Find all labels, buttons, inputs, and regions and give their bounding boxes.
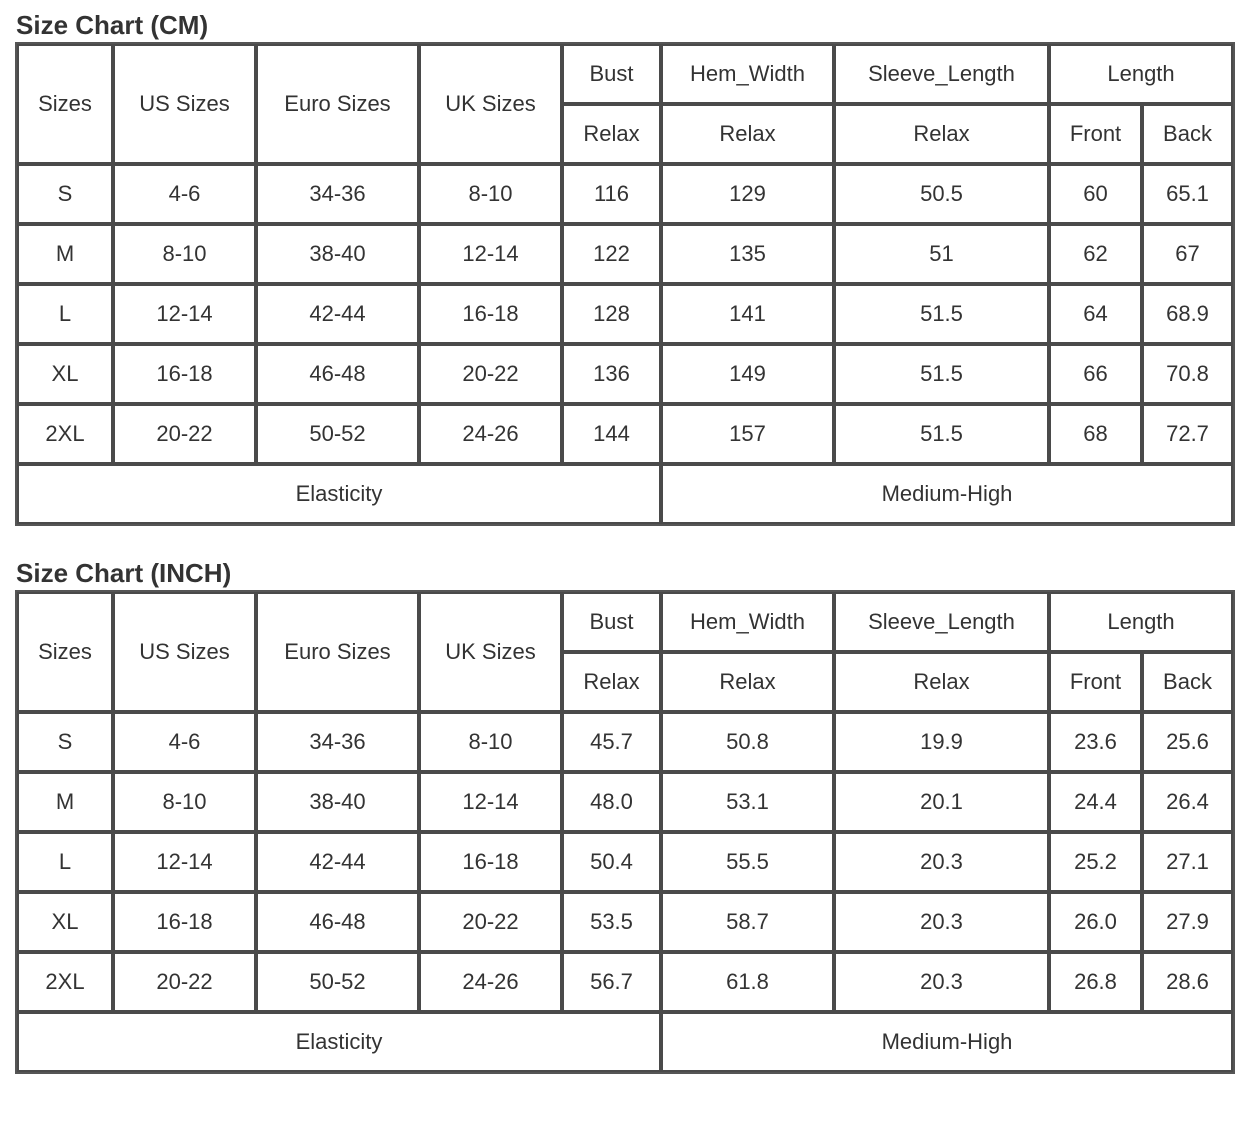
cell-length-front: 26.0 — [1049, 892, 1142, 952]
cell-sleeve-length: 50.5 — [834, 164, 1049, 224]
cell-length-front: 66 — [1049, 344, 1142, 404]
cell-length-front: 60 — [1049, 164, 1142, 224]
elasticity-label: Elasticity — [17, 464, 661, 524]
chart-title: Size Chart (INCH) — [16, 558, 232, 588]
cell-bust: 116 — [562, 164, 661, 224]
header-sizes: Sizes — [17, 592, 113, 712]
cell-length-back: 68.9 — [1142, 284, 1233, 344]
cell-length-back: 25.6 — [1142, 712, 1233, 772]
header-sizes: Sizes — [17, 44, 113, 164]
header-sleeve-length: Sleeve_Length — [834, 44, 1049, 104]
cell-size: S — [17, 712, 113, 772]
cell-length-front: 25.2 — [1049, 832, 1142, 892]
cell-euro-size: 50-52 — [256, 952, 419, 1012]
cell-bust: 50.4 — [562, 832, 661, 892]
cell-euro-size: 38-40 — [256, 224, 419, 284]
cell-length-back: 65.1 — [1142, 164, 1233, 224]
cell-sleeve-length: 20.3 — [834, 952, 1049, 1012]
elasticity-label: Elasticity — [17, 1012, 661, 1072]
cell-length-front: 26.8 — [1049, 952, 1142, 1012]
cell-uk-size: 8-10 — [419, 712, 562, 772]
cell-hem-width: 61.8 — [661, 952, 834, 1012]
table-row — [17, 712, 1233, 772]
cell-length-back: 67 — [1142, 224, 1233, 284]
cell-bust: 122 — [562, 224, 661, 284]
size-chart-cm — [15, 8, 1235, 526]
cell-length-front: 62 — [1049, 224, 1142, 284]
table-row — [17, 404, 1233, 464]
cell-length-back: 28.6 — [1142, 952, 1233, 1012]
cell-sleeve-length: 20.3 — [834, 892, 1049, 952]
cell-sleeve-length: 51 — [834, 224, 1049, 284]
subheader-length-back: Back — [1142, 652, 1233, 712]
cell-bust: 56.7 — [562, 952, 661, 1012]
cell-sleeve-length: 51.5 — [834, 284, 1049, 344]
footer-row — [17, 1012, 1233, 1072]
header-hem-width: Hem_Width — [661, 44, 834, 104]
header-euro-sizes: Euro Sizes — [256, 44, 419, 164]
cell-bust: 45.7 — [562, 712, 661, 772]
table-row — [17, 952, 1233, 1012]
cell-bust: 53.5 — [562, 892, 661, 952]
chart-title: Size Chart (CM) — [16, 10, 209, 40]
cell-euro-size: 34-36 — [256, 712, 419, 772]
header-hem-width: Hem_Width — [661, 592, 834, 652]
subheader-length-back: Back — [1142, 104, 1233, 164]
cell-uk-size: 16-18 — [419, 284, 562, 344]
header-length: Length — [1049, 592, 1233, 652]
table-row — [17, 164, 1233, 224]
cell-size: 2XL — [17, 952, 113, 1012]
cell-length-front: 24.4 — [1049, 772, 1142, 832]
cell-length-back: 70.8 — [1142, 344, 1233, 404]
cell-size: 2XL — [17, 404, 113, 464]
cell-length-back: 27.1 — [1142, 832, 1233, 892]
cell-sleeve-length: 19.9 — [834, 712, 1049, 772]
cell-hem-width: 55.5 — [661, 832, 834, 892]
cell-us-size: 16-18 — [113, 344, 256, 404]
cell-sleeve-length: 20.3 — [834, 832, 1049, 892]
cell-length-back: 72.7 — [1142, 404, 1233, 464]
cell-uk-size: 24-26 — [419, 404, 562, 464]
header-bust: Bust — [562, 44, 661, 104]
cell-uk-size: 8-10 — [419, 164, 562, 224]
cell-euro-size: 46-48 — [256, 892, 419, 952]
cell-length-front: 68 — [1049, 404, 1142, 464]
cell-size: L — [17, 284, 113, 344]
cell-sleeve-length: 51.5 — [834, 344, 1049, 404]
cell-uk-size: 12-14 — [419, 224, 562, 284]
header-row — [17, 44, 1233, 104]
subheader-hem-width-relax: Relax — [661, 652, 834, 712]
cell-us-size: 20-22 — [113, 404, 256, 464]
table-row — [17, 892, 1233, 952]
cell-sleeve-length: 20.1 — [834, 772, 1049, 832]
size-table — [15, 590, 1235, 1074]
subheader-sleeve-length-relax: Relax — [834, 652, 1049, 712]
cell-euro-size: 46-48 — [256, 344, 419, 404]
cell-uk-size: 20-22 — [419, 892, 562, 952]
header-row — [17, 592, 1233, 652]
cell-hem-width: 157 — [661, 404, 834, 464]
table-row — [17, 224, 1233, 284]
cell-uk-size: 16-18 — [419, 832, 562, 892]
cell-uk-size: 20-22 — [419, 344, 562, 404]
elasticity-value: Medium-High — [661, 1012, 1233, 1072]
cell-size: L — [17, 832, 113, 892]
subheader-sleeve-length-relax: Relax — [834, 104, 1049, 164]
cell-uk-size: 12-14 — [419, 772, 562, 832]
cell-size: XL — [17, 344, 113, 404]
cell-size: XL — [17, 892, 113, 952]
cell-sleeve-length: 51.5 — [834, 404, 1049, 464]
cell-size: M — [17, 224, 113, 284]
cell-euro-size: 38-40 — [256, 772, 419, 832]
cell-us-size: 8-10 — [113, 224, 256, 284]
cell-length-front: 64 — [1049, 284, 1142, 344]
cell-hem-width: 141 — [661, 284, 834, 344]
header-us-sizes: US Sizes — [113, 592, 256, 712]
cell-euro-size: 34-36 — [256, 164, 419, 224]
cell-euro-size: 50-52 — [256, 404, 419, 464]
table-row — [17, 344, 1233, 404]
cell-us-size: 4-6 — [113, 712, 256, 772]
size-chart-inch — [15, 556, 1235, 1074]
header-length: Length — [1049, 44, 1233, 104]
size-table — [15, 42, 1235, 526]
elasticity-value: Medium-High — [661, 464, 1233, 524]
cell-us-size: 12-14 — [113, 832, 256, 892]
header-uk-sizes: UK Sizes — [419, 592, 562, 712]
header-euro-sizes: Euro Sizes — [256, 592, 419, 712]
cell-hem-width: 58.7 — [661, 892, 834, 952]
subheader-length-front: Front — [1049, 104, 1142, 164]
cell-uk-size: 24-26 — [419, 952, 562, 1012]
cell-length-back: 27.9 — [1142, 892, 1233, 952]
table-row — [17, 832, 1233, 892]
cell-us-size: 8-10 — [113, 772, 256, 832]
subheader-length-front: Front — [1049, 652, 1142, 712]
cell-bust: 48.0 — [562, 772, 661, 832]
table-row — [17, 284, 1233, 344]
cell-bust: 136 — [562, 344, 661, 404]
subheader-bust-relax: Relax — [562, 104, 661, 164]
cell-us-size: 12-14 — [113, 284, 256, 344]
cell-length-front: 23.6 — [1049, 712, 1142, 772]
cell-us-size: 4-6 — [113, 164, 256, 224]
cell-hem-width: 135 — [661, 224, 834, 284]
cell-euro-size: 42-44 — [256, 832, 419, 892]
cell-hem-width: 129 — [661, 164, 834, 224]
cell-us-size: 20-22 — [113, 952, 256, 1012]
cell-length-back: 26.4 — [1142, 772, 1233, 832]
footer-row — [17, 464, 1233, 524]
cell-hem-width: 50.8 — [661, 712, 834, 772]
cell-us-size: 16-18 — [113, 892, 256, 952]
header-bust: Bust — [562, 592, 661, 652]
cell-euro-size: 42-44 — [256, 284, 419, 344]
cell-bust: 144 — [562, 404, 661, 464]
header-sleeve-length: Sleeve_Length — [834, 592, 1049, 652]
cell-size: S — [17, 164, 113, 224]
subheader-hem-width-relax: Relax — [661, 104, 834, 164]
header-uk-sizes: UK Sizes — [419, 44, 562, 164]
header-us-sizes: US Sizes — [113, 44, 256, 164]
cell-size: M — [17, 772, 113, 832]
cell-hem-width: 53.1 — [661, 772, 834, 832]
table-row — [17, 772, 1233, 832]
subheader-bust-relax: Relax — [562, 652, 661, 712]
cell-bust: 128 — [562, 284, 661, 344]
cell-hem-width: 149 — [661, 344, 834, 404]
